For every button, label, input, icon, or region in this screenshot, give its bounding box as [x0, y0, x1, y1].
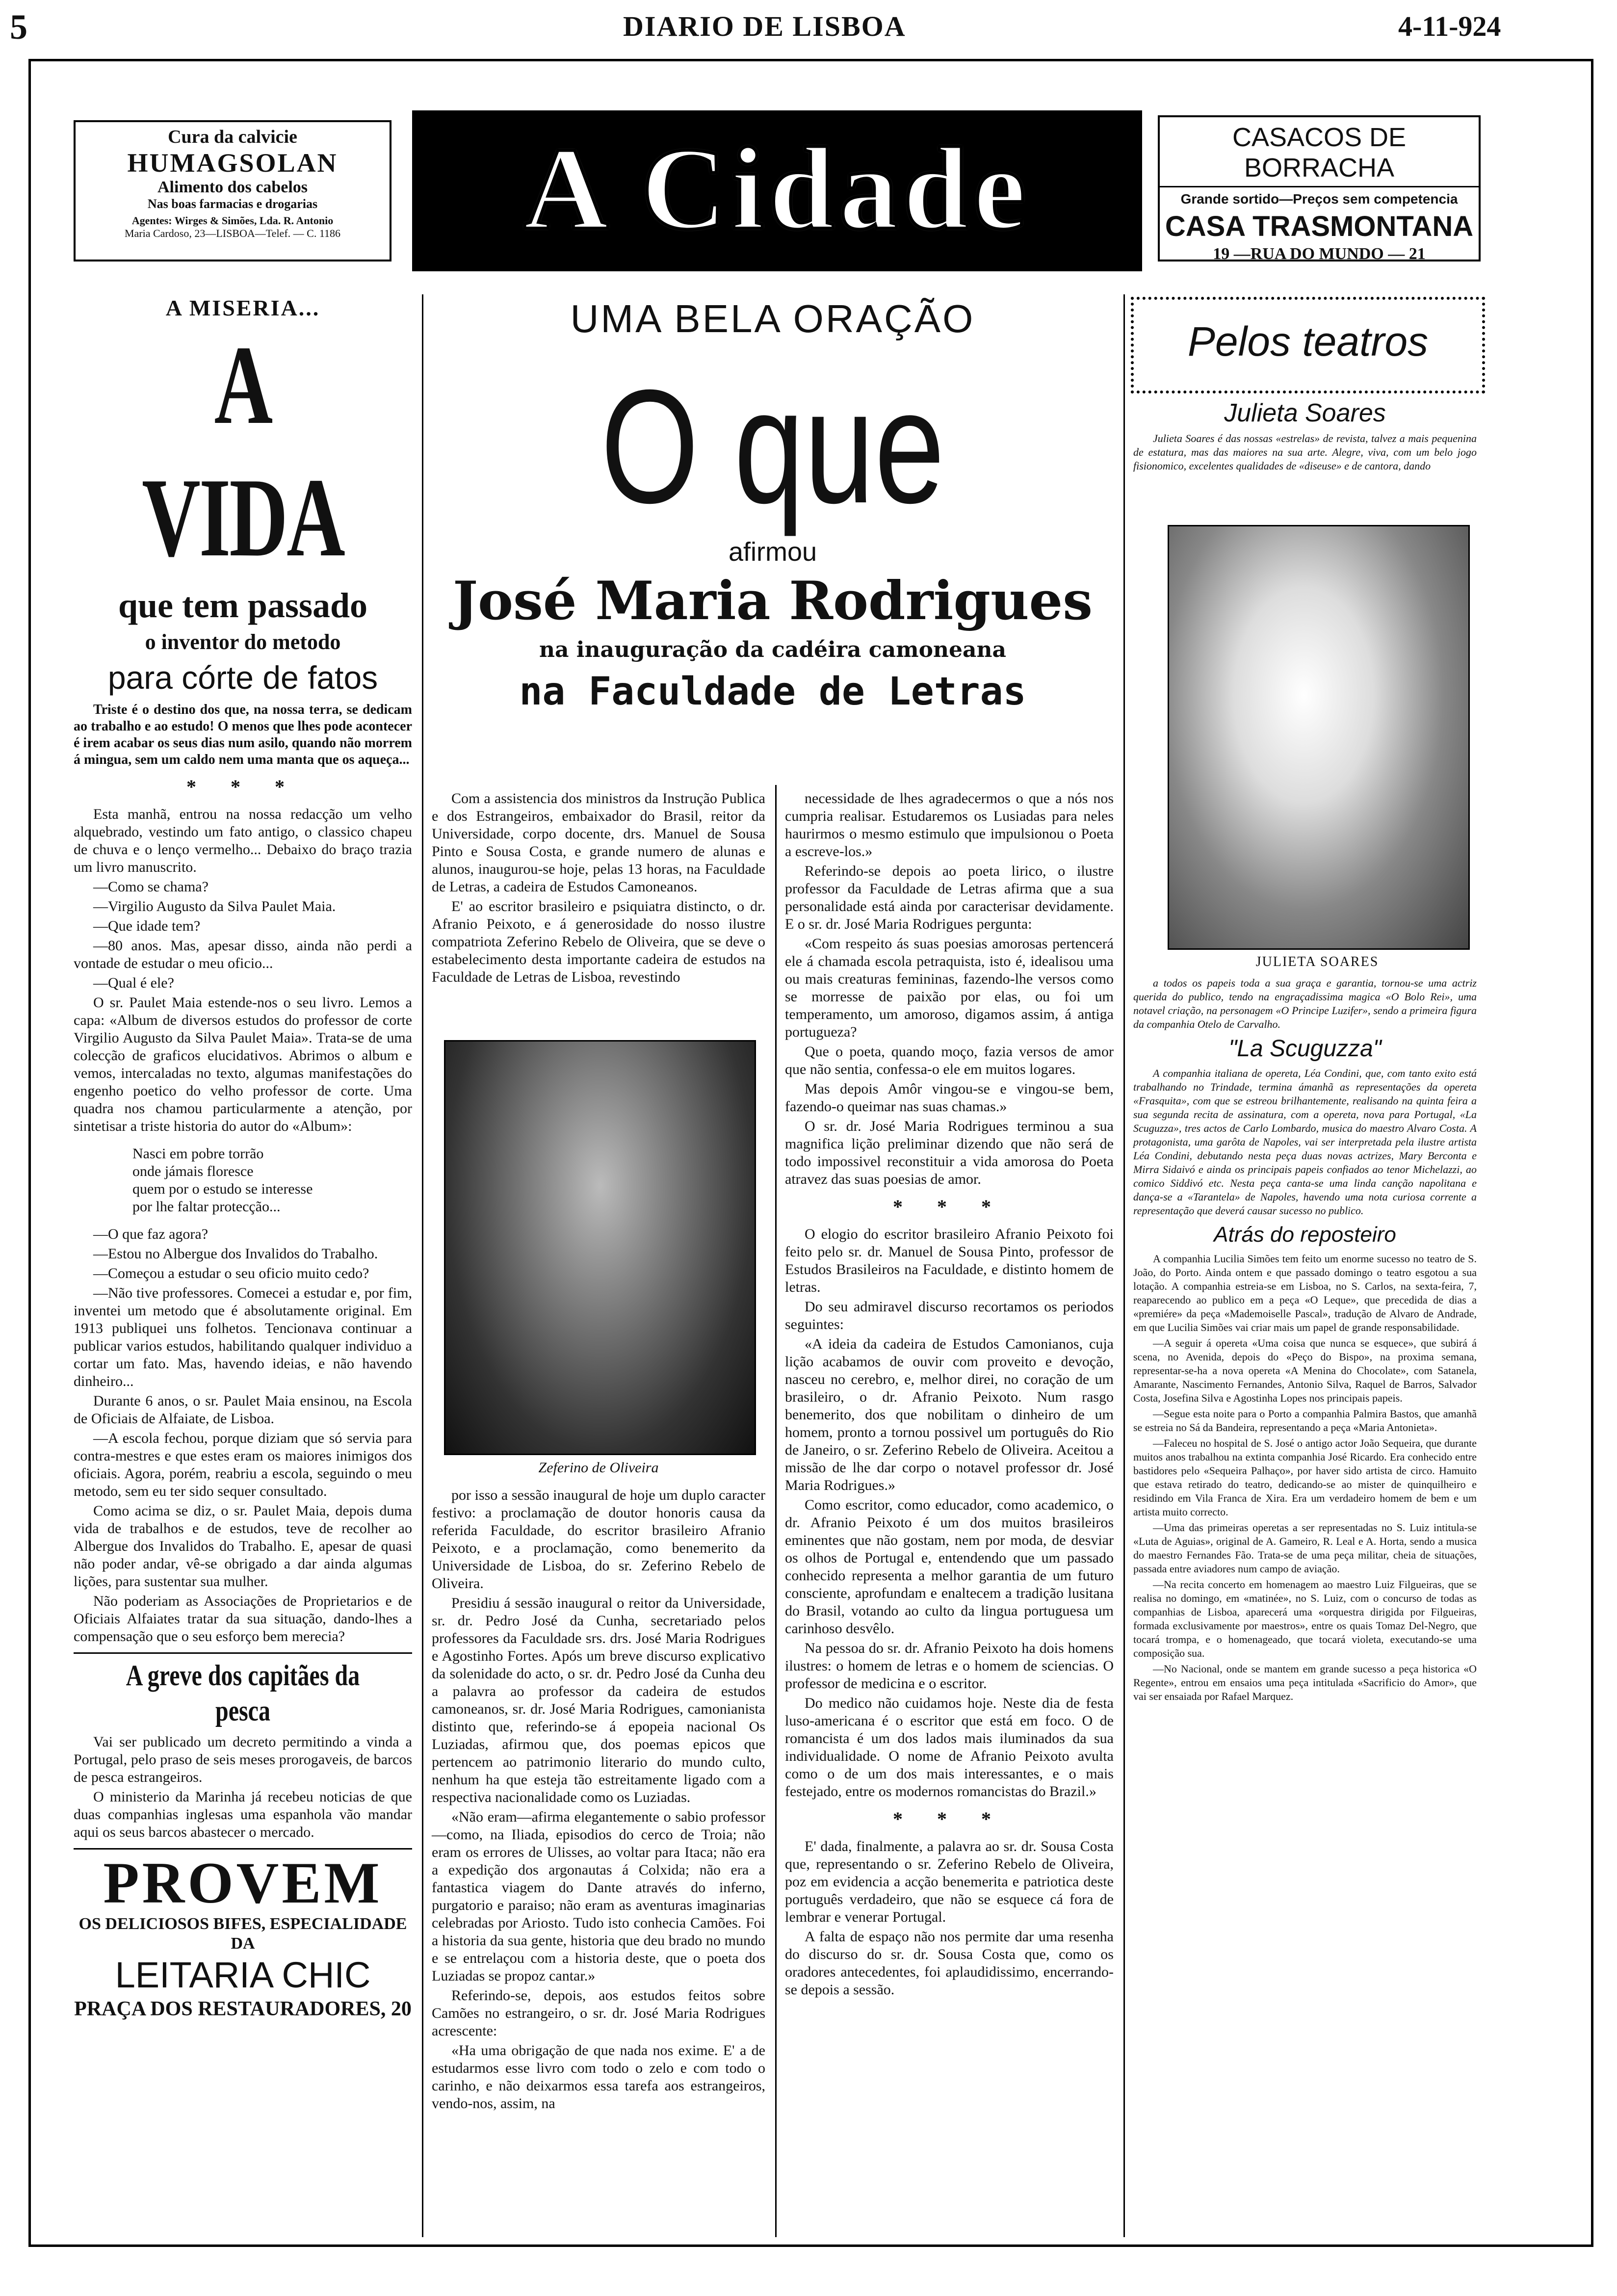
- paragraph: Na pessoa do sr. dr. Afranio Peixoto ha dois homens ilustres: o homem de letras e o homem de sciencias. O professor de medicina e o escritor.: [785, 1640, 1114, 1692]
- poem-line: por lhe faltar protecção...: [132, 1199, 281, 1215]
- ad-text: Maria Cardoso, 23—LISBOA—Telef. — C. 1186: [124, 227, 341, 239]
- paragraph: O ministerio da Marinha já recebeu noticias de que duas companhias inglesas uma espanhola vão mandar aqui os seus barcos abastecer o mercado.: [74, 1789, 412, 1840]
- paragraph: A companhia italiana de opereta, Léa Condini, que, com tanto exito está trabalhando no Trindade, termina ámanhã as representações da opereta «Frasquita», com que se estreou brilhantemente, realisando na quinta feira a sua segunda recita de assinatura, com a opereta, nova para Portugal, «La Scuguzza», tres actos de Carlo Lombardo, musica do maestro Alvaro Costa. A protagonista, uma garôta de Napoles, vai ser interpretada pela ilustre artista Léa Condini, debutando nesta peça duas novas actrizes, Mary Berconta e Mirra Sidaivó e ainda os principais papeis confiados ao tenor Michelazzi, ao comico Siddivó etc. Nesta peça canta-se uma linda canção napolitana e dança-se a «Tarantela» de Napoles, havendo uma nota curiosa corrente a representação que deverá causar sucesso no publico.: [1133, 1067, 1477, 1217]
- paragraph: «Com respeito ás suas poesias amorosas pertencerá ele á chamada escola petraquista, isto é, idealisou uma ou mais creaturas femininas, fazendo-lhe versos como se morresse de paixão por elas, ou foi um temperamento, um amoroso, digamos assim, á antiga portugueza?: [785, 936, 1114, 1040]
- paragraph: —Uma das primeiras operetas a ser representadas no S. Luiz intitula-se «Luta de Aguias», original de A. Gameiro, R. Leal e A. Horta, sendo a musica do maestro Fernandes Fão. Trata-se de uma peça militar, cheia de situações, passada entre aviadores num campo de aviação.: [1133, 1521, 1477, 1575]
- subhead: na Faculdade de Letras: [519, 670, 1026, 714]
- center-column-1b: [432, 1487, 765, 2114]
- ad-text: 19 —RUA DO MUNDO — 21: [1213, 245, 1426, 263]
- paragraph: —No Nacional, onde se mantem em grande sucesso a peça historica «O Regente», entrou em ensaios uma peça intitulada «Sacrificio do Amor», que vai ser ensaiada por Rafael Marquez.: [1133, 1663, 1477, 1702]
- paragraph: E' dada, finalmente, a palavra ao sr. dr. Sousa Costa que, representando o sr. Zeferino Rebelo de Oliveira, poz em evidencia a acção benemerita e patriotica deste português verdadeiro, que não se esquece cá fora de lembrar e venerar Portugal.: [785, 1838, 1114, 1925]
- paragraph: Como escritor, como educador, como academico, o dr. Afranio Peixoto é um dos muitos brasileiros eminentes que não gostam, nem por moda, de desviar os olhos de Portugal e, entendendo que um passado conhecido representa a melhor garantia de um futuro consciente, aprofundam e enaltecem a tradição lusitana do Brasil, votando ao culto da lingua portuguesa um carinhoso desvêlo.: [785, 1497, 1114, 1637]
- headline: O que: [600, 356, 945, 537]
- center-column-2: [785, 790, 1114, 2001]
- paragraph: —Faleceu no hospital de S. José o antigo actor João Sequeira, que durante muitos anos trabalhou na extinta companhia José Ricardo. Era conhecido entre bastidores pelo «Sequeira Palhaço», por haver sido artista de circo. Hamuito que estava retirado do teatro, dedicando-se ao mister de quinquilheiro e residindo em Vila Franca de Xira. Era um verdadeiro homem de bem e um artista muito correcto.: [1133, 1437, 1477, 1518]
- ad-text: Cura da calvicie: [168, 127, 297, 147]
- ad-text: Agentes: Wirges & Simões, Lda. R. Antonio: [131, 214, 334, 227]
- poem: [132, 1145, 412, 1216]
- paragraph: Não poderiam as Associações de Proprietarios e de Oficiais Alfaiates tratar da sua situação, dando-lhes a compensação que o seu esforço bem merecia?: [74, 1593, 412, 1644]
- paragraph: Mas depois Amôr vingou-se e vingou-se bem, fazendo-o queimar nas suas chamas.»: [785, 1081, 1114, 1115]
- paragraph: Durante 6 anos, o sr. Paulet Maia ensinou, na Escola de Oficiais de Alfaiate, de Lisboa.: [74, 1393, 412, 1427]
- poem-line: quem por o estudo se interesse: [132, 1181, 313, 1197]
- paragraph: —Virgilio Augusto da Silva Paulet Maia.: [93, 898, 336, 914]
- ad-headline: PROVEM: [103, 1850, 383, 1915]
- masthead-title: A Cidade: [523, 123, 1031, 254]
- ad-casa-trasmontana: [1158, 115, 1481, 261]
- newspaper-name: DIARIO DE LISBOA: [623, 10, 906, 42]
- headline: A VIDA: [142, 322, 344, 580]
- paragraph: Esta manhã, entrou na nossa redacção um velho alquebrado, vestindo um fato antigo, o classico chapeu de chuva e o lenço vermelho... Debaixo do braço trazia um livro manuscrito.: [74, 806, 412, 875]
- article-title: Julieta Soares: [1224, 399, 1386, 427]
- subhead: que tem passado: [118, 586, 368, 625]
- separator: * * *: [893, 1196, 1006, 1218]
- paragraph: O sr. dr. José Maria Rodrigues terminou a sua magnifica lição preliminar dizendo que não será de todo impossivel reconstituir a vida amorosa do Poeta atravez das suas poesias de amor.: [785, 1118, 1114, 1187]
- paragraph: A companhia Lucilia Simões tem feito um enorme sucesso no teatro de S. João, do Porto. Ainda ontem e que passado domingo o teatro esgotou a sua lotação. A companhia estreia-se em Lisboa, no S. Carlos, na sexta-feira, 7, reaparecendo ao publico em a peça «O Leque», que precedida de dias a «premiére» da peça «Mademoiselle Pascal», tradução de Alvaro de Andrade, em que Lucilia Simões vai criar mais um papel de grande responsabilidade.: [1133, 1252, 1477, 1333]
- subhead: o inventor do metodo: [145, 630, 341, 654]
- ad-text: Nas boas farmacias e drogarias: [147, 197, 318, 211]
- paragraph: —Que idade tem?: [93, 918, 201, 934]
- paragraph: Vai ser publicado um decreto permitindo a vinda a Portugal, pelo praso de seis meses prorogaveis, de barcos de pesca estrangeiros.: [74, 1734, 412, 1785]
- paragraph: necessidade de lhes agradecermos o que a nós nos cumpria realisar. Estudaremos os Lusiadas para neles haurirmos o mesmo estimulo que impulsionou o Poeta a escreve-los.»: [785, 790, 1114, 860]
- subhead: na inauguração da cadéira camoneana: [539, 637, 1006, 662]
- separator: * * *: [893, 1808, 1006, 1830]
- photo-caption: JULIETA SOARES: [1255, 954, 1379, 969]
- paragraph: O sr. Paulet Maia estende-nos o seu livro. Lemos a capa: «Album de diversos estudos do professor de corte Virgilio Augusto da Silva Paulet Maia». Trata-se de uma colecção de graficos elucidativos. Abrimos o album e vemos, intercaladas no texto, algumas manifestações do engenho poetico do velho professor de corte. Uma quadra nos chamou particularmente a atenção, por sintetisar a triste historia do autor do «Album»:: [74, 994, 412, 1134]
- separator: * * *: [186, 776, 299, 798]
- ad-humagsolan: [74, 120, 391, 261]
- paragraph: a todos os papeis toda a sua graça e garantia, tornou-se uma actriz querida do publico, tendo na engraçadissima magica «O Bolo Rei», uma notavel criação, na personagem «O Principe Luzifer», sendo a primeira figura da companhia Otelo de Carvalho.: [1133, 977, 1477, 1030]
- poem-line: onde jámais floresce: [132, 1163, 254, 1179]
- paragraph: «Ha uma obrigação de que nada nos exime. E' a de estudarmos esse livro com todo o zelo e com todo o carinho, e não deixarmos essa tarefa aos estrangeiros, vendo-nos, assim, na: [432, 2042, 765, 2112]
- section-title-box: [1131, 297, 1485, 393]
- portrait-photo: [444, 1040, 756, 1455]
- masthead-banner: [412, 110, 1142, 271]
- paragraph: —A escola fechou, porque diziam que só servia para contra-mestres e que estes eram os maiores inimigos dos oficiais. Agora, porém, reabriu a escola, seguindo o meu metodo, sem eu ter sido sequer consultado.: [74, 1430, 412, 1499]
- right-column-top: [1133, 397, 1477, 475]
- paragraph: Presidiu á sessão inaugural o reitor da Universidade, sr. dr. Pedro José da Cunha, secretariado pelos professores da Faculdade srs. drs. José Maria Rodrigues e Agostinho Fortes. Após um breve discurso explicativo da solenidade do acto, o sr. dr. Pedro José da Cunha deu a palavra ao professor da cadeira de estudos camoneanos, sr. dr. José Maria Rodrigues, camonianista distinto que, referindo-se á epopeia nacional Os Luziadas, afirmou que, dos poemas epicos que pertencem ao patrimonio literario do mundo culto, nenhum ha que esteja tão estreitamente ligado com a respectiva nacionalidade como os Luziadas.: [432, 1595, 765, 1805]
- paragraph: A falta de espaço não nos permite dar uma resenha do discurso do sr. dr. Sousa Costa que, como os oradores antecedentes, foi aplaudidissimo, encerrando-se depois a sessão.: [785, 1929, 1114, 1998]
- page-number: 5: [10, 7, 27, 47]
- paragraph: —80 anos. Mas, apesar disso, ainda não perdi a vontade de estudar o meu oficio...: [74, 938, 412, 971]
- paragraph: —Na recita concerto em homenagem ao maestro Luiz Filgueiras, que se realisa no domingo, em «matinée», no S. Luiz, com o concurso de todas as companhias de Lisboa, aparecerá uma «orquestra dirigida por Filgueiras, formada exclusivamente por maestros», entre os quais Tomaz Del-Negro, que tocará trompa, e o homenageado, que tocará violeta, executando-se uma composição sua.: [1133, 1578, 1477, 1659]
- ad-text: CASACOS DE BORRACHA: [1160, 122, 1479, 187]
- paragraph: Que o poeta, quando moço, fazia versos de amor que não sentia, confessa-o ele em muitos logares.: [785, 1044, 1114, 1077]
- paragraph: —Estou no Albergue dos Invalidos do Trabalho.: [93, 1246, 378, 1262]
- paragraph: Referindo-se, depois, aos estudos feitos sobre Camões no estrangeiro, o sr. dr. José Maria Rodrigues acrescente:: [432, 1987, 765, 2039]
- paragraph: Do seu admiravel discurso recortamos os periodos seguintes:: [785, 1299, 1114, 1332]
- right-column-body: [1133, 976, 1477, 1705]
- paragraph: —Como se chama?: [93, 879, 209, 895]
- ad-text: Grande sortido—Preços sem competencia: [1180, 191, 1458, 207]
- kicker: A MISERIA...: [165, 295, 320, 320]
- paragraph: E' ao escritor brasileiro e psiquiatra distincto, o dr. Afranio Peixoto, e á generosidade do nosso ilustre compatriota Zeferino Rebelo de Oliveira, que se deve o estabelecimento desta importante cadeira de estudos na Faculdade de Letras de Lisboa, revestindo: [432, 898, 765, 985]
- paragraph: «A ideia da cadeira de Estudos Camonianos, cuja lição acabamos de ouvir com proveito e devoção, nasceu no cerebro, e, melhor direi, no coração de um brasileiro, o dr. Afranio Peixoto. Num rasgo benemerito, dos que nobilitam o dinheiro de um homem, pronto a tornou possivel um português do Rio de Janeiro, o sr. Zeferino Rebelo de Oliveira. Aceitou a missão de lhe dar corpo o notavel professor dr. José Maria Rodrigues.»: [785, 1336, 1114, 1493]
- paragraph: por isso a sessão inaugural de hoje um duplo caracter festivo: a proclamação de doutor honoris causa da referida Faculdade, do escritor brasileiro Afranio Peixoto, e a proclamação, como benemerito da Universidade de Lisboa, do sr. Zeferino Rebelo de Oliveira.: [432, 1487, 765, 1592]
- subhead: afirmou: [728, 537, 817, 567]
- kicker: UMA BELA ORAÇÃO: [570, 297, 975, 340]
- ad-text: CASA TRASMONTANA: [1165, 210, 1474, 242]
- subhead: para córte de fatos: [107, 659, 378, 696]
- subhead-name: José Maria Rodrigues: [452, 570, 1093, 632]
- issue-date: 4-11-924: [1398, 10, 1501, 42]
- subheading: "La Scuguzza": [1228, 1036, 1382, 1062]
- paragraph: O elogio do escritor brasileiro Afranio Peixoto foi feito pelo sr. dr. Manuel de Sousa Pinto, professor de Estudos Brasileiros na Faculdade, e distinto homem de letras.: [785, 1226, 1114, 1295]
- subheading: Atrás do reposteiro: [1214, 1223, 1396, 1247]
- poem-line: Nasci em pobre torrão: [132, 1146, 264, 1162]
- ad-text: LEITARIA CHIC: [115, 1955, 371, 1995]
- center-headline: [432, 294, 1114, 716]
- section-title: Pelos teatros: [1187, 318, 1429, 365]
- ad-text: PRAÇA DOS RESTAURADORES, 20: [74, 1998, 412, 2020]
- photo-caption: Zeferino de Oliveira: [538, 1460, 659, 1476]
- paragraph: «Não eram—afirma elegantemente o sabio professor—como, na Iliada, episodios do cerco de Troia; não eram os errores de Ulisses, ao voltar para Itaca; não era a expedição dos argonautas á Colxida; não era a fantastica viagem do Dante através do inferno, purgatorio e paraiso; não eram as aventuras imaginarias celebradas por Ariosto. Tudo isto conhecia Camões. Foi a historia da sua gente, historia que deu brado no mundo e se entrelaçou com a historia deste, que o poeta dos Luziadas se propoz cantar.»: [432, 1809, 765, 1984]
- ad-text: HUMAGSOLAN: [127, 148, 338, 178]
- paragraph: —Qual é ele?: [93, 975, 174, 991]
- paragraph: —O que faz agora?: [93, 1226, 209, 1242]
- ad-text: OS DELICIOSOS BIFES, ESPECIALIDADE DA: [78, 1915, 407, 1953]
- actress-photo: [1168, 525, 1470, 950]
- article-title: A greve dos capitães da pesca: [126, 1659, 360, 1727]
- paragraph: —A seguir á opereta «Uma coisa que nunca se esquece», que subirá á scena, no Avenida, depois do «Peço do Bispo», na proxima semana, representar-se-ha a nova opereta «A Menina do Chocolate», com Satanela, Amarante, Nascimento Fernandes, Antonio Silva, Raquel de Barros, Salvador Costa, Josefina Silva e Agostinha Lopes nos principais papeis.: [1133, 1337, 1477, 1404]
- paragraph: Como acima se diz, o sr. Paulet Maia, depois duma vida de trabalhos e de estudos, teve de recolher ao Albergue dos Invalidos do Trabalho. E, apesar de quasi não poder andar, vê-se obrigado a dar ainda algumas lições, para sustentar sua mulher.: [74, 1503, 412, 1590]
- lead-paragraph: Triste é o destino dos que, na nossa terra, se dedicam ao trabalho e ao estudo! O menos que lhes pode acontecer é irem acabar os seus dias num asilo, quando não morrem á mingua, sem um caldo nem uma manta que os aqueça...: [74, 702, 412, 767]
- center-column-1: [432, 790, 765, 988]
- paragraph: Com a assistencia dos ministros da Instrução Publica e dos Estrangeiros, embaixador do Brasil, reitor da Universidade, corpo docente, drs. Manuel de Sousa Pinto e Sousa Costa, e grande numero de alunas e alunos, inaugurou-se hoje, pelas 13 horas, na Faculdade de Letras, a cadeira de Estudos Camoneanos.: [432, 790, 765, 895]
- left-column: [74, 295, 412, 2021]
- paragraph: —Não tive professores. Comecei a estudar e, por fim, inventei um metodo que é absolutamente original. Em 1913 publiquei uns folhetos. Tencionava continuar a publicar varios estudos, habilitando qualquer individuo a cortar um fato. Mas, havendo ideias, e não havendo dinheiro...: [74, 1285, 412, 1389]
- paragraph: Referindo-se depois ao poeta lirico, o ilustre professor da Faculdade de Letras afirma que a sua personalidade está ainda por caracterisar devidamente. E o sr. dr. José Maria Rodrigues pergunta:: [785, 863, 1114, 932]
- paragraph: —Segue esta noite para o Porto a companhia Palmira Bastos, que amanhã se estreia no Sá da Bandeira, representando a peça «Maria Antonieta».: [1133, 1408, 1477, 1434]
- ad-text: Alimento dos cabelos: [157, 178, 308, 196]
- paragraph: Do medico não cuidamos hoje. Neste dia de festa luso-americana é o escritor que está em foco. O de romancista é um dos lados mais iluminados da sua individualidade. O nome de Afranio Peixoto avulta como o de um dos mais interessantes, e o mais festejado, entre os modernos romancistas do Brazil.»: [785, 1695, 1114, 1800]
- lead-paragraph: Julieta Soares é das nossas «estrelas» de revista, talvez a mais pequenina de estatura, mas das maiores na sua arte. Alegre, viva, com um belo jogo fisionomico, excelentes qualidades de «diseuse» e de cantora, dando: [1133, 432, 1477, 472]
- paragraph: —Começou a estudar o seu oficio muito cedo?: [93, 1265, 369, 1281]
